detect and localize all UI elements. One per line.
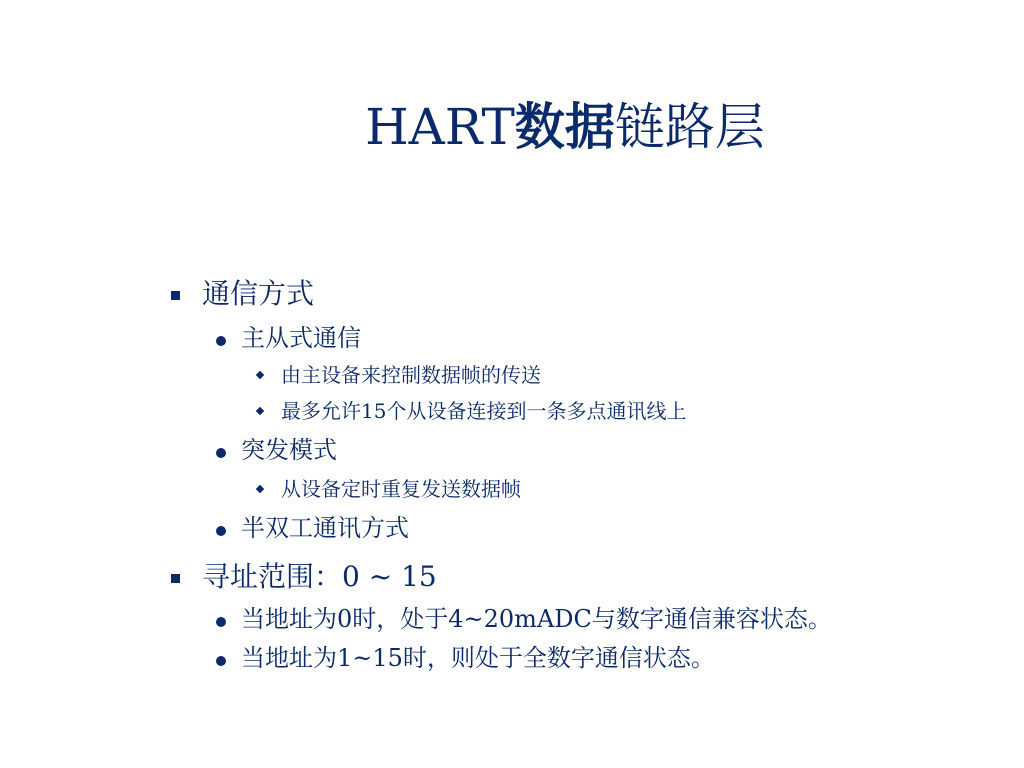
bullet-master-slave: 主从式通信 <box>241 324 361 352</box>
circle-bullet-icon <box>216 656 226 666</box>
bullet-comm-mode: 通信方式 <box>202 277 315 310</box>
circle-bullet-icon <box>216 526 226 536</box>
bullet-addr-range: 寻址范围：0 ~ 15 <box>202 560 437 593</box>
diamond-bullet-icon <box>256 371 264 379</box>
circle-bullet-icon <box>216 336 226 346</box>
title-rest: 链路层 <box>614 98 765 156</box>
bullet-addr-nonzero: 当地址为1~15时，则处于全数字通信状态。 <box>241 644 715 672</box>
bullet-addr-zero: 当地址为0时，处于4~20mADC与数字通信兼容状态。 <box>241 605 832 633</box>
diamond-bullet-icon <box>256 407 264 415</box>
circle-bullet-icon <box>216 617 226 627</box>
circle-bullet-icon <box>216 448 226 458</box>
title-prefix: HART <box>365 98 515 156</box>
title-bold: 数据 <box>514 97 615 156</box>
bullet-half-duplex: 半双工通讯方式 <box>241 514 409 542</box>
square-bullet-icon <box>171 574 180 583</box>
bullet-burst-sub1: 从设备定时重复发送数据帧 <box>281 477 521 501</box>
bullet-master-slave-sub2: 最多允许15个从设备连接到一条多点通讯线上 <box>281 399 687 423</box>
bullet-burst-mode: 突发模式 <box>241 436 337 464</box>
diamond-bullet-icon <box>256 485 264 493</box>
square-bullet-icon <box>171 291 180 300</box>
bullet-master-slave-sub1: 由主设备来控制数据帧的传送 <box>281 363 541 387</box>
